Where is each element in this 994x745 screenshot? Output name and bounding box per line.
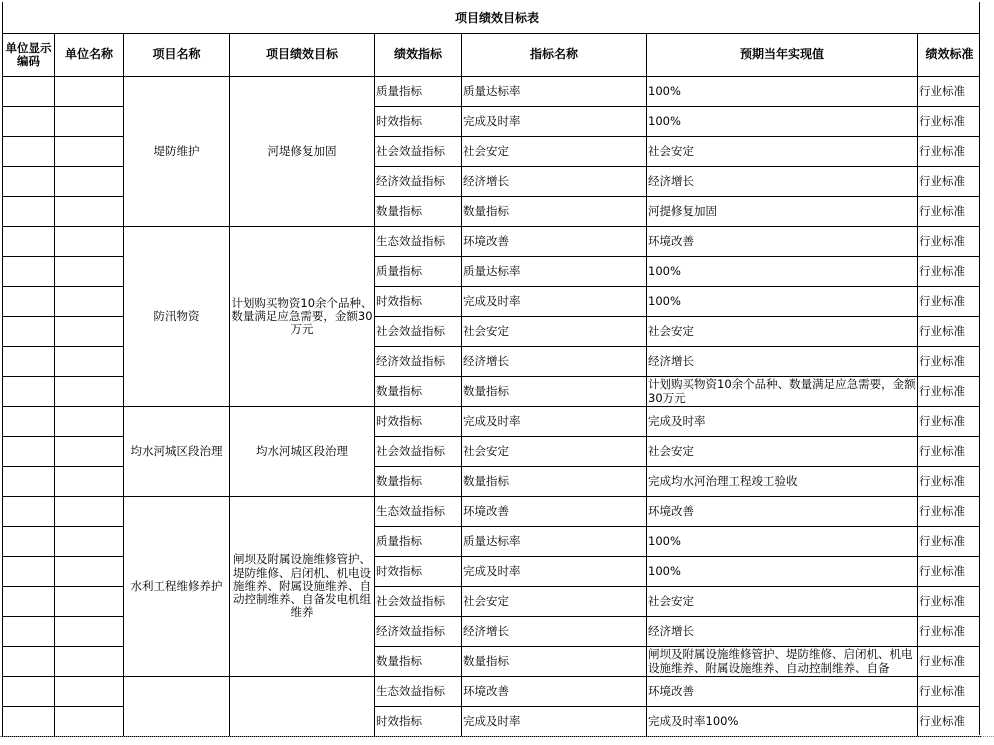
unit-name-cell [55, 587, 124, 617]
standard-cell: 行业标准 [918, 557, 982, 587]
expected-value-cell: 100% [647, 107, 918, 137]
right-margin [980, 33, 994, 736]
expected-value-cell: 环境改善 [647, 227, 918, 257]
indicator-name-cell: 社会安定 [462, 137, 647, 167]
unit-name-cell [55, 227, 124, 257]
expected-value-cell: 社会安定 [647, 137, 918, 167]
indicator-cell: 时效指标 [375, 707, 462, 737]
indicator-name-cell: 质量达标率 [462, 77, 647, 107]
indicator-cell: 时效指标 [375, 287, 462, 317]
standard-cell: 行业标准 [918, 647, 982, 677]
indicator-name-cell: 经济增长 [462, 347, 647, 377]
unit-name-cell [55, 467, 124, 497]
unit-name-cell [55, 257, 124, 287]
standard-cell: 行业标准 [918, 257, 982, 287]
unit-code-cell [3, 407, 55, 437]
indicator-name-cell: 质量达标率 [462, 257, 647, 287]
header-unit-code: 单位显示编码 [3, 34, 55, 77]
indicator-name-cell: 质量达标率 [462, 527, 647, 557]
indicator-name-cell: 环境改善 [462, 497, 647, 527]
project-name-cell: 水利工程维修养护 [124, 497, 230, 677]
unit-code-cell [3, 317, 55, 347]
unit-name-cell [55, 377, 124, 407]
indicator-cell: 社会效益指标 [375, 137, 462, 167]
project-name-cell [124, 677, 230, 737]
table-row [3, 497, 982, 527]
unit-code-cell [3, 287, 55, 317]
indicator-name-cell: 环境改善 [462, 227, 647, 257]
expected-value-cell: 完成及时率100% [647, 707, 918, 737]
standard-cell: 行业标准 [918, 527, 982, 557]
unit-code-cell [3, 707, 55, 737]
standard-cell: 行业标准 [918, 707, 982, 737]
unit-name-cell [55, 557, 124, 587]
unit-name-cell [55, 197, 124, 227]
indicator-cell: 数量指标 [375, 647, 462, 677]
header-row [3, 34, 982, 77]
expected-value-cell: 河提修复加固 [647, 197, 918, 227]
table-row [3, 407, 982, 437]
unit-name-cell [55, 647, 124, 677]
expected-value-cell: 经济增长 [647, 617, 918, 647]
project-name-cell: 均水河城区段治理 [124, 407, 230, 497]
standard-cell: 行业标准 [918, 617, 982, 647]
indicator-cell: 时效指标 [375, 407, 462, 437]
table-row [3, 77, 982, 107]
indicator-cell: 社会效益指标 [375, 317, 462, 347]
standard-cell: 行业标准 [918, 77, 982, 107]
indicator-cell: 生态效益指标 [375, 677, 462, 707]
standard-cell: 行业标准 [918, 137, 982, 167]
standard-cell: 行业标准 [918, 317, 982, 347]
unit-name-cell [55, 497, 124, 527]
indicator-cell: 数量指标 [375, 467, 462, 497]
unit-code-cell [3, 167, 55, 197]
expected-value-cell: 社会安定 [647, 317, 918, 347]
indicator-name-cell: 环境改善 [462, 677, 647, 707]
standard-cell: 行业标准 [918, 107, 982, 137]
expected-value-cell: 社会安定 [647, 587, 918, 617]
expected-value-cell: 100% [647, 557, 918, 587]
indicator-name-cell: 经济增长 [462, 167, 647, 197]
expected-value-cell: 环境改善 [647, 497, 918, 527]
unit-code-cell [3, 587, 55, 617]
table-row [3, 227, 982, 257]
standard-cell: 行业标准 [918, 377, 982, 407]
indicator-cell: 数量指标 [375, 197, 462, 227]
unit-code-cell [3, 107, 55, 137]
unit-name-cell [55, 617, 124, 647]
expected-value-cell: 100% [647, 257, 918, 287]
header-indicator: 绩效指标 [375, 34, 462, 77]
unit-code-cell [3, 527, 55, 557]
indicator-name-cell: 完成及时率 [462, 557, 647, 587]
unit-code-cell [3, 647, 55, 677]
table-title: 项目绩效目标表 [454, 11, 539, 25]
standard-cell: 行业标准 [918, 407, 982, 437]
standard-cell: 行业标准 [918, 197, 982, 227]
unit-code-cell [3, 257, 55, 287]
unit-code-cell [3, 77, 55, 107]
indicator-name-cell: 数量指标 [462, 377, 647, 407]
unit-code-cell [3, 137, 55, 167]
unit-name-cell [55, 677, 124, 707]
expected-value-cell: 闸坝及附属设施维修管护、堤防维修、启闭机、机电设施维养、附属设施维养、自动控制维养、自备 [647, 647, 918, 677]
indicator-name-cell: 完成及时率 [462, 107, 647, 137]
unit-code-cell [3, 557, 55, 587]
unit-code-cell [3, 227, 55, 257]
project-goal-cell: 闸坝及附属设施维修管护、堤防维修、启闭机、机电设施维养、附属设施维养、自动控制维养、自备发电机组维养 [230, 497, 375, 677]
unit-code-cell [3, 617, 55, 647]
indicator-cell: 质量指标 [375, 527, 462, 557]
unit-code-cell [3, 677, 55, 707]
indicator-name-cell: 社会安定 [462, 437, 647, 467]
page-break-line [0, 736, 994, 737]
indicator-name-cell: 数量指标 [462, 197, 647, 227]
indicator-cell: 经济效益指标 [375, 347, 462, 377]
project-goal-cell: 计划购买物资10余个品种、数量满足应急需要，金额30万元 [230, 227, 375, 407]
unit-name-cell [55, 137, 124, 167]
unit-code-cell [3, 377, 55, 407]
indicator-name-cell: 完成及时率 [462, 707, 647, 737]
unit-code-cell [3, 497, 55, 527]
indicator-cell: 时效指标 [375, 107, 462, 137]
unit-code-cell [3, 197, 55, 227]
indicator-cell: 数量指标 [375, 377, 462, 407]
indicator-name-cell: 社会安定 [462, 587, 647, 617]
standard-cell: 行业标准 [918, 497, 982, 527]
header-indicator-name: 指标名称 [462, 34, 647, 77]
expected-value-cell: 100% [647, 287, 918, 317]
indicator-name-cell: 数量指标 [462, 647, 647, 677]
indicator-cell: 经济效益指标 [375, 617, 462, 647]
standard-cell: 行业标准 [918, 437, 982, 467]
unit-name-cell [55, 167, 124, 197]
indicator-cell: 生态效益指标 [375, 227, 462, 257]
indicator-name-cell: 数量指标 [462, 467, 647, 497]
expected-value-cell: 计划购买物资10余个品种、数量满足应急需要，金额30万元 [648, 377, 916, 405]
header-standard: 绩效标准 [918, 34, 982, 77]
standard-cell: 行业标准 [918, 227, 982, 257]
header-expected-value: 预期当年实现值 [647, 34, 918, 77]
standard-cell: 行业标准 [918, 167, 982, 197]
indicator-cell: 生态效益指标 [375, 497, 462, 527]
indicator-name-cell: 完成及时率 [462, 407, 647, 437]
unit-name-cell [55, 347, 124, 377]
performance-goal-table [2, 33, 982, 737]
header-project-name: 项目名称 [124, 34, 230, 77]
expected-value-cell: 经济增长 [647, 167, 918, 197]
header-unit-name: 单位名称 [55, 34, 124, 77]
indicator-name-cell: 完成及时率 [462, 287, 647, 317]
indicator-cell: 经济效益指标 [375, 167, 462, 197]
unit-name-cell [55, 317, 124, 347]
expected-value-cell: 100% [647, 77, 918, 107]
indicator-cell: 质量指标 [375, 77, 462, 107]
indicator-name-cell: 社会安定 [462, 317, 647, 347]
unit-name-cell [55, 287, 124, 317]
indicator-name-cell: 经济增长 [462, 617, 647, 647]
indicator-cell: 时效指标 [375, 557, 462, 587]
standard-cell: 行业标准 [918, 677, 982, 707]
table-row [3, 677, 982, 707]
project-goal-cell [230, 677, 375, 737]
expected-value-cell: 经济增长 [647, 347, 918, 377]
standard-cell: 行业标准 [918, 587, 982, 617]
expected-value-cell: 环境改善 [647, 677, 918, 707]
unit-name-cell [55, 527, 124, 557]
unit-code-cell [3, 347, 55, 377]
unit-code-cell [3, 467, 55, 497]
unit-name-cell [55, 437, 124, 467]
standard-cell: 行业标准 [918, 467, 982, 497]
standard-cell: 行业标准 [918, 347, 982, 377]
standard-cell: 行业标准 [918, 287, 982, 317]
indicator-cell: 质量指标 [375, 257, 462, 287]
project-name-cell: 防汛物资 [124, 227, 230, 407]
unit-name-cell [55, 407, 124, 437]
expected-value-cell: 完成均水河治理工程竣工验收 [647, 467, 918, 497]
unit-name-cell [55, 707, 124, 737]
unit-name-cell [55, 77, 124, 107]
indicator-cell: 社会效益指标 [375, 437, 462, 467]
project-name-cell: 堤防维护 [124, 77, 230, 227]
expected-value-cell: 完成及时率 [647, 407, 918, 437]
unit-code-cell [3, 437, 55, 467]
project-goal-cell: 河堤修复加固 [230, 77, 375, 227]
indicator-cell: 社会效益指标 [375, 587, 462, 617]
expected-value-cell: 社会安定 [647, 437, 918, 467]
expected-value-cell: 100% [647, 527, 918, 557]
header-project-goal: 项目绩效目标 [230, 34, 375, 77]
unit-name-cell [55, 107, 124, 137]
project-goal-cell: 均水河城区段治理 [230, 407, 375, 497]
